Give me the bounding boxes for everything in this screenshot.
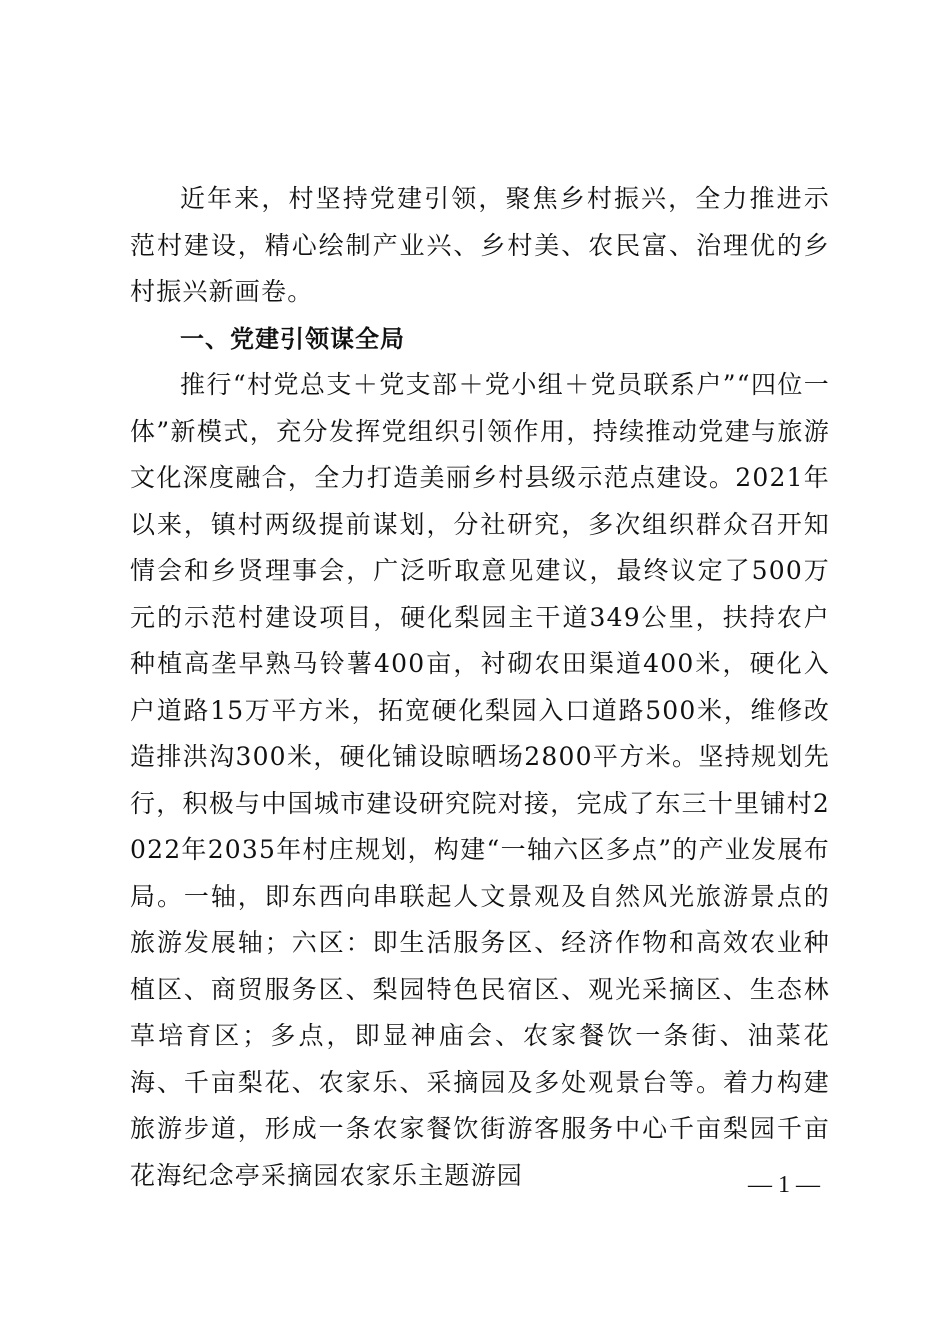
section-heading: 一、党建引领谋全局: [180, 324, 405, 353]
page-number: — 1 —: [748, 1172, 820, 1198]
section-paragraph: 推行“村党总支＋党支部＋党小组＋党员联系户”“四位一体”新模式，充分发挥党组织引领作用，持续推动党建与旅游文化深度融合，全力打造美丽乡村县级示范点建设。2021年以来，镇村两级提前谋划，分社研究，多次组织群众召开知情会和乡贤理事会，广泛听取意见建议，最终议定了500万元的示范村建设项目，硬化梨园主干道349公里，扶持农户种植高垄早熟马铃薯400亩，衬砌农田渠道400米，硬化入户道路15万平方米，拓宽硬化梨园入口道路500米，维修改造排洪沟300米，硬化铺设晾晒场2800平方米。坚持规划先行，积极与中国城市建设研究院对接，完成了东三十里铺村2022年2035年村庄规划，构建“一轴六区多点”的产业发展布局。一轴，即东西向串联起人文景观及自然风光旅游景点的旅游发展轴；六区：即生活服务区、经济作物和高效农业种植区、商贸服务区、梨园特色民宿区、观光采摘区、生态林草培育区；多点，即显神庙会、农家餐饮一条街、油菜花海、千亩梨花、农家乐、采摘园及多处观景台等。着力构建旅游步道，形成一条农家餐饮街游客服务中心千亩梨园千亩花海纪念亭采摘园农家乐主题游园: [130, 370, 830, 1190]
intro-paragraph: 近年来，村坚持党建引领，聚焦乡村振兴，全力推进示范村建设，精心绘制产业兴、乡村美、农民富、治理优的乡村振兴新画卷。: [130, 184, 830, 306]
document-body: [130, 176, 830, 1199]
